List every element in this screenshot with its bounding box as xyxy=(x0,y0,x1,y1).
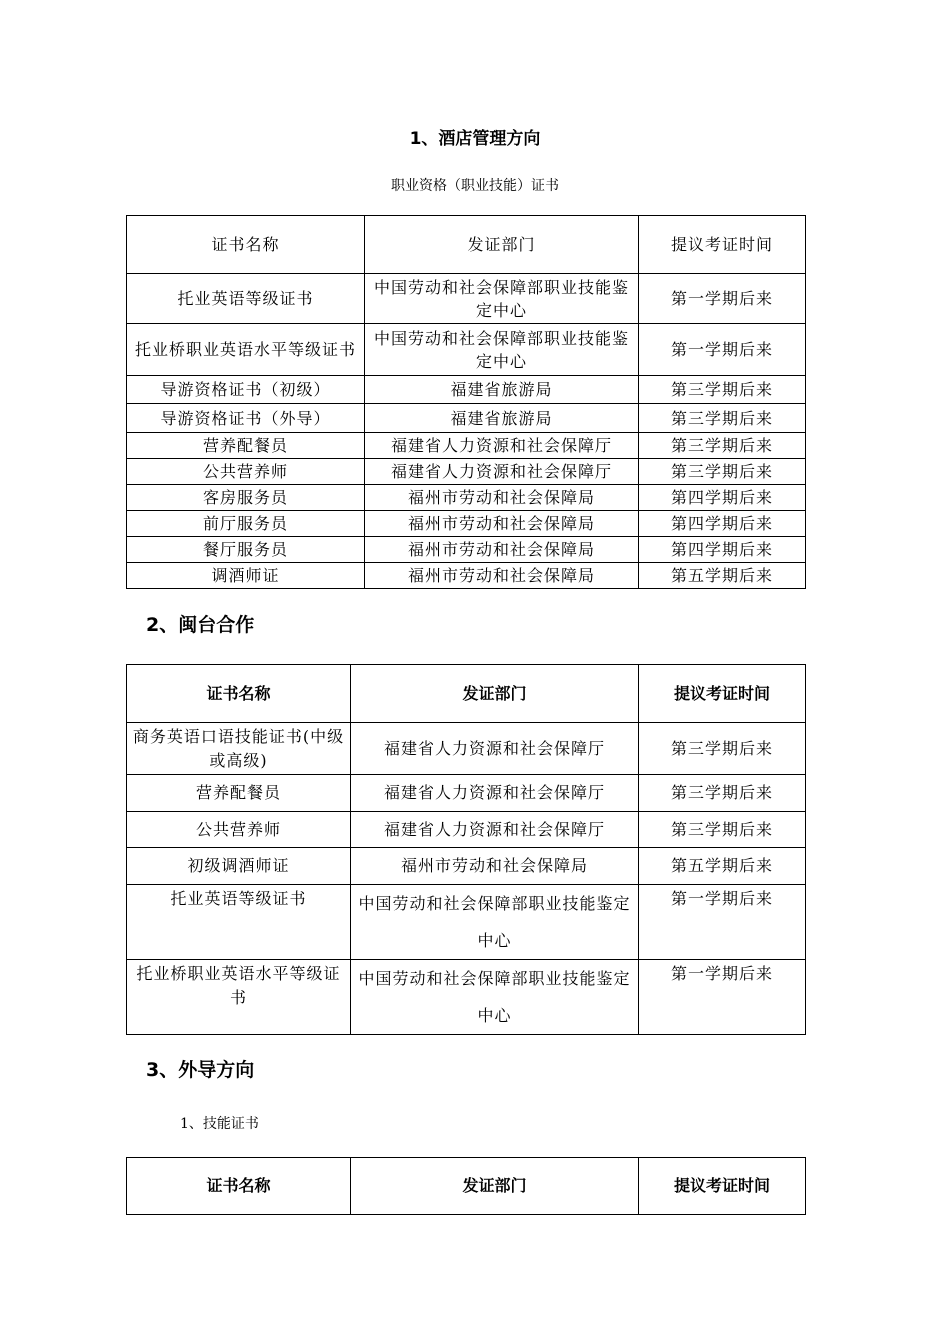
header-issuer: 发证部门 xyxy=(351,1158,639,1215)
header-exam-time: 提议考证时间 xyxy=(639,216,806,274)
header-issuer: 发证部门 xyxy=(351,665,639,723)
issuer-cell: 中国劳动和社会保障部职业技能鉴定中心 xyxy=(365,274,639,324)
exam-time-cell: 第三学期后来 xyxy=(639,404,806,433)
issuer-cell: 福建省人力资源和社会保障厅 xyxy=(351,775,639,812)
section3-title: 3、外导方向 xyxy=(146,1059,255,1081)
table-header-row xyxy=(127,1158,806,1215)
cert-name-cell: 初级调酒师证 xyxy=(127,848,351,885)
table-row xyxy=(127,324,806,376)
table-row xyxy=(127,274,806,324)
cert-name-cell: 托业桥职业英语水平等级证书 xyxy=(127,960,351,1035)
table-row xyxy=(127,775,806,812)
issuer-cell: 福州市劳动和社会保障局 xyxy=(351,848,639,885)
issuer-cell: 中国劳动和社会保障部职业技能鉴定中心 xyxy=(351,960,639,1035)
header-cert-name: 证书名称 xyxy=(127,216,365,274)
cert-name-cell: 公共营养师 xyxy=(127,459,365,485)
foreign-guide-table xyxy=(126,1157,806,1215)
header-exam-time: 提议考证时间 xyxy=(639,665,806,723)
table-row xyxy=(127,433,806,459)
fujian-taiwan-table xyxy=(126,664,806,1035)
table-row xyxy=(127,885,806,960)
exam-time-cell: 第四学期后来 xyxy=(639,537,806,563)
cert-name-cell: 公共营养师 xyxy=(127,812,351,848)
cert-name-cell: 客房服务员 xyxy=(127,485,365,511)
cert-name-cell: 导游资格证书（外导） xyxy=(127,404,365,433)
issuer-cell: 福建省旅游局 xyxy=(365,404,639,433)
table-row xyxy=(127,812,806,848)
section3-note: 1、技能证书 xyxy=(180,1116,259,1132)
exam-time-cell: 第三学期后来 xyxy=(639,775,806,812)
cert-name-cell: 导游资格证书（初级） xyxy=(127,376,365,404)
issuer-cell: 福建省人力资源和社会保障厅 xyxy=(351,812,639,848)
table-row xyxy=(127,563,806,589)
header-cert-name: 证书名称 xyxy=(127,665,351,723)
header-cert-name: 证书名称 xyxy=(127,1158,351,1215)
issuer-cell: 福建省旅游局 xyxy=(365,376,639,404)
issuer-cell: 中国劳动和社会保障部职业技能鉴定中心 xyxy=(365,324,639,376)
exam-time-cell: 第三学期后来 xyxy=(639,723,806,775)
issuer-cell: 中国劳动和社会保障部职业技能鉴定中心 xyxy=(351,885,639,960)
cert-name-cell: 营养配餐员 xyxy=(127,775,351,812)
issuer-cell: 福州市劳动和社会保障局 xyxy=(365,537,639,563)
header-issuer: 发证部门 xyxy=(365,216,639,274)
table-row xyxy=(127,485,806,511)
table-row xyxy=(127,376,806,404)
exam-time-cell: 第一学期后来 xyxy=(639,960,806,1035)
exam-time-cell: 第三学期后来 xyxy=(639,459,806,485)
table-row xyxy=(127,848,806,885)
cert-name-cell: 商务英语口语技能证书(中级或高级) xyxy=(127,723,351,775)
exam-time-cell: 第四学期后来 xyxy=(639,485,806,511)
exam-time-cell: 第四学期后来 xyxy=(639,511,806,537)
exam-time-cell: 第五学期后来 xyxy=(639,563,806,589)
exam-time-cell: 第一学期后来 xyxy=(639,885,806,960)
exam-time-cell: 第三学期后来 xyxy=(639,812,806,848)
exam-time-cell: 第五学期后来 xyxy=(639,848,806,885)
issuer-cell: 福建省人力资源和社会保障厅 xyxy=(365,459,639,485)
cert-name-cell: 托业桥职业英语水平等级证书 xyxy=(127,324,365,376)
table-header-row xyxy=(127,665,806,723)
section2-title: 2、闽台合作 xyxy=(146,614,255,636)
issuer-cell: 福州市劳动和社会保障局 xyxy=(365,485,639,511)
issuer-cell: 福州市劳动和社会保障局 xyxy=(365,511,639,537)
table-row xyxy=(127,511,806,537)
section1-title: 1、酒店管理方向 xyxy=(409,129,541,149)
cert-name-cell: 营养配餐员 xyxy=(127,433,365,459)
exam-time-cell: 第一学期后来 xyxy=(639,324,806,376)
table-row xyxy=(127,459,806,485)
exam-time-cell: 第一学期后来 xyxy=(639,274,806,324)
exam-time-cell: 第三学期后来 xyxy=(639,433,806,459)
issuer-cell: 福建省人力资源和社会保障厅 xyxy=(365,433,639,459)
issuer-cell: 福州市劳动和社会保障局 xyxy=(365,563,639,589)
exam-time-cell: 第三学期后来 xyxy=(639,376,806,404)
table-header-row xyxy=(127,216,806,274)
table-row xyxy=(127,404,806,433)
hotel-management-table xyxy=(126,215,806,589)
header-exam-time: 提议考证时间 xyxy=(639,1158,806,1215)
table-row xyxy=(127,537,806,563)
cert-name-cell: 托业英语等级证书 xyxy=(127,885,351,960)
cert-name-cell: 调酒师证 xyxy=(127,563,365,589)
table-row xyxy=(127,960,806,1035)
section1-subtitle: 职业资格（职业技能）证书 xyxy=(391,178,559,194)
cert-name-cell: 前厅服务员 xyxy=(127,511,365,537)
table-row xyxy=(127,723,806,775)
issuer-cell: 福建省人力资源和社会保障厅 xyxy=(351,723,639,775)
cert-name-cell: 托业英语等级证书 xyxy=(127,274,365,324)
cert-name-cell: 餐厅服务员 xyxy=(127,537,365,563)
